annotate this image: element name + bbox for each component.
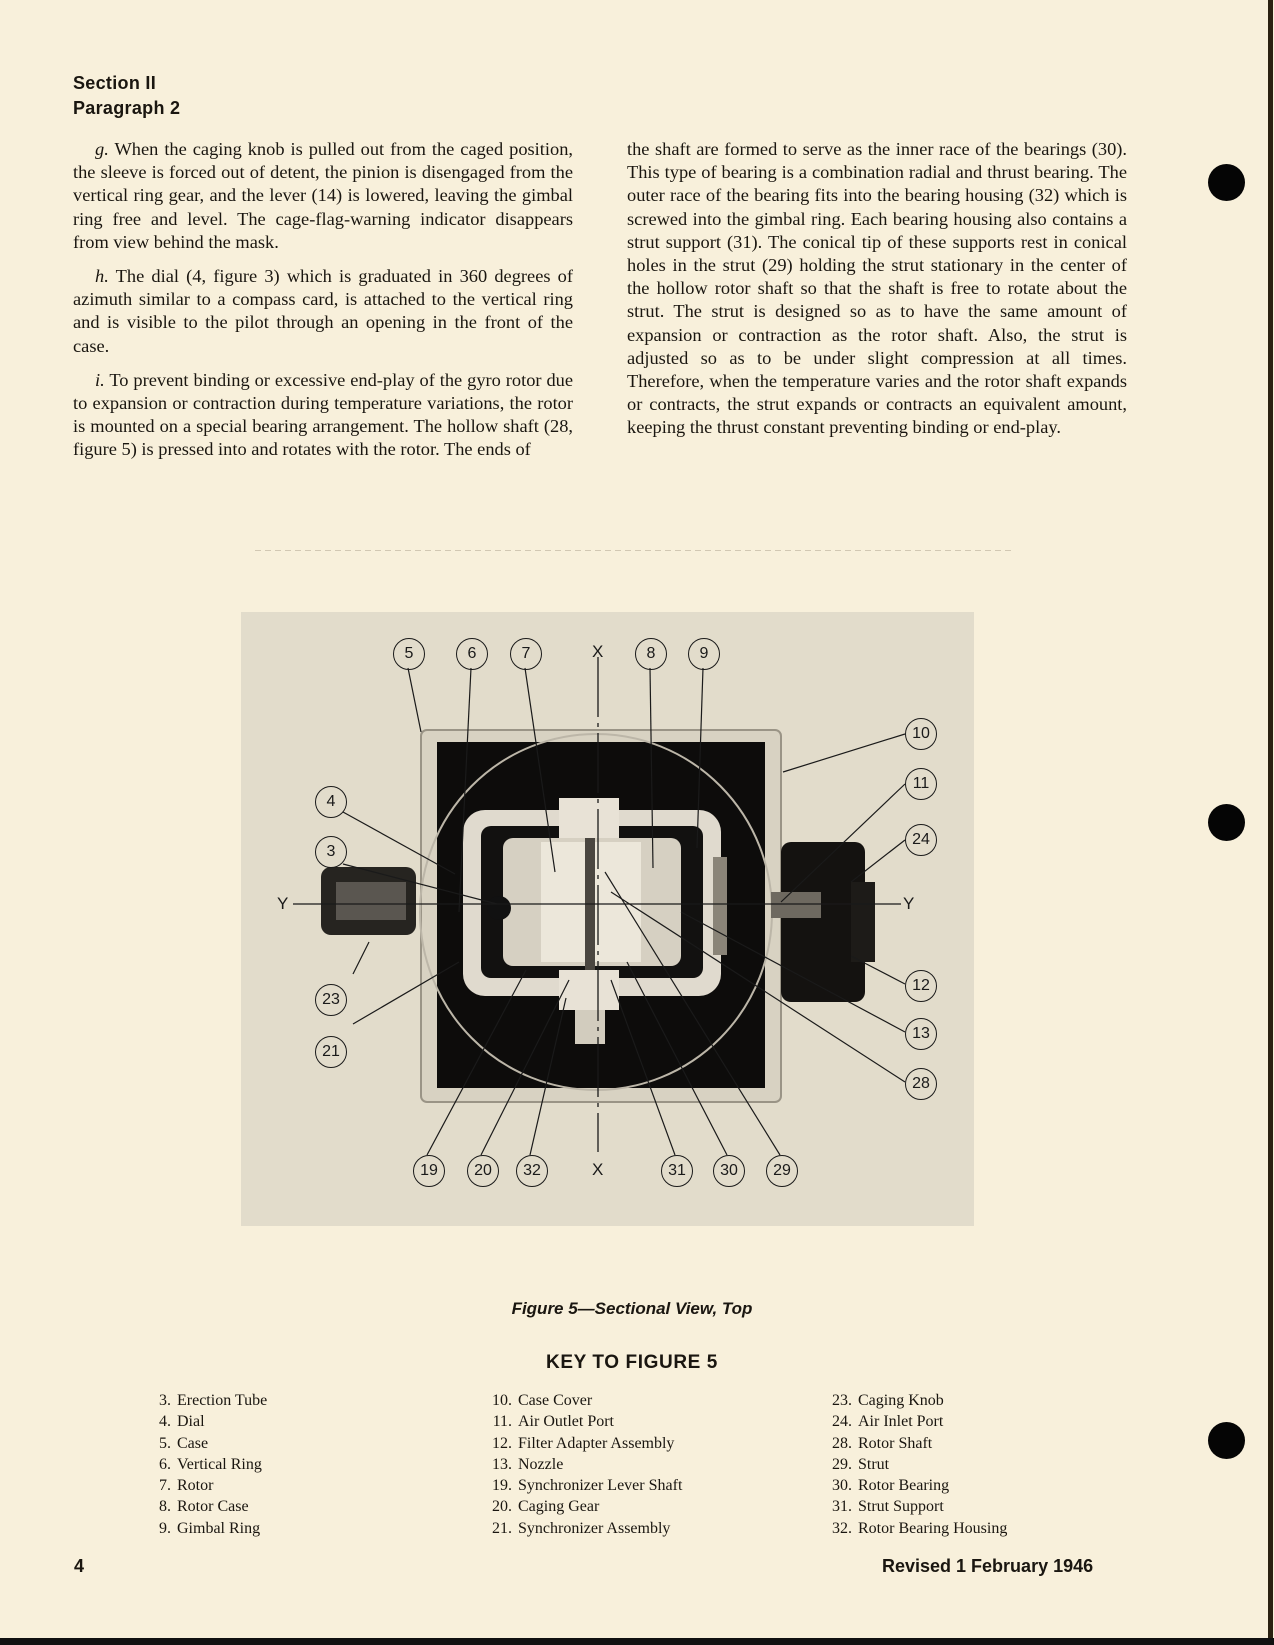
key-item: 11. Air Outlet Port: [492, 1413, 614, 1431]
figure-caption: Figure 5—Sectional View, Top: [511, 1299, 753, 1318]
revision-date: Revised 1 February 1946: [882, 1556, 1094, 1576]
callout-10: 10: [905, 718, 937, 750]
key-item: 20. Caging Gear: [492, 1498, 600, 1516]
key-item: 3. Erection Tube: [159, 1392, 268, 1409]
key-column-1: [142, 1390, 267, 1539]
paragraph-marker: i.: [95, 369, 105, 390]
key-item: 24. Air Inlet Port: [832, 1413, 944, 1431]
binder-hole-middle: [1208, 804, 1245, 841]
page-number: 4: [74, 1556, 85, 1576]
key-item: 29. Strut: [832, 1455, 890, 1473]
key-item: 19. Synchronizer Lever Shaft: [492, 1477, 683, 1495]
callout-31: 31: [661, 1155, 693, 1187]
key-column-2: [483, 1390, 682, 1539]
paragraph-marker: g.: [95, 139, 109, 159]
callout-8: 8: [635, 638, 667, 670]
paragraph-i-continued: the shaft are formed to serve as the inner race of the bearings (30). This type of bearing is a combination radial and thrust bearing. The outer race of the bearing fits into the bearing housing (32) which is screwed into the gimbal ring. Each bearing housing also contains a strut support (31). The conical tip of these supports rest in conical holes in the strut (29) holding the strut stationary in the center of the hollow rotor shaft so that the shaft is free to rotate about the strut. The strut is designed so as to have the same amount of expansion or contraction as the rotor shaft. Also, the strut is adjusted so as to be under slight compression at all times. Therefore, when the temperature varies and the rotor shaft expands or contracts, the strut expands or contracts an equivalent amount, keeping the thrust constant preventing binding or end-play.: [627, 139, 1127, 438]
key-item: 32. Rotor Bearing Housing: [832, 1519, 1008, 1537]
callout-30: 30: [713, 1155, 745, 1187]
callout-7: 7: [510, 638, 542, 670]
paragraph-h: [73, 265, 573, 358]
callout-3: 3: [315, 836, 347, 868]
left-text-column: [73, 138, 573, 473]
paragraph-i: [73, 369, 573, 462]
key-item: 23. Caging Knob: [832, 1392, 944, 1409]
key-title: KEY TO FIGURE 5: [546, 1352, 718, 1373]
key-item: 6. Vertical Ring: [159, 1455, 262, 1473]
key-item: 21. Synchronizer Assembly: [492, 1519, 671, 1537]
key-item: 31. Strut Support: [832, 1498, 944, 1516]
key-item: 8. Rotor Case: [159, 1498, 249, 1516]
axis-y-left: Y: [277, 894, 289, 913]
key-column-3: [823, 1390, 1007, 1539]
key-item: 7. Rotor: [159, 1477, 214, 1495]
binder-hole-top: [1208, 164, 1245, 201]
axis-x-bottom: X: [592, 1160, 604, 1179]
right-text-column: [627, 138, 1127, 451]
callout-9: 9: [688, 638, 720, 670]
axis-y-right: Y: [903, 894, 915, 913]
key-item: 30. Rotor Bearing: [832, 1477, 950, 1495]
section-heading: Section II: [73, 73, 157, 93]
key-item: 9. Gimbal Ring: [159, 1519, 261, 1537]
scan-edge: [0, 1638, 1274, 1645]
callout-21: 21: [315, 1036, 347, 1068]
axis-x-top: X: [592, 642, 604, 661]
callout-28: 28: [905, 1068, 937, 1100]
callout-19: 19: [413, 1155, 445, 1187]
key-item: 5. Case: [159, 1434, 209, 1452]
key-item: 13. Nozzle: [492, 1455, 564, 1473]
callout-11: 11: [905, 768, 937, 800]
callout-6: 6: [456, 638, 488, 670]
paragraph-text: When the caging knob is pulled out from the caged position, the sleeve is forced out of detent, the pinion is disengaged from the vertical ring gear, and the lever (14) is lowered, leaving the gimbal ring free and level. The cage-flag-warning indicator disappears from view behind the mask.: [73, 139, 573, 252]
callout-32: 32: [516, 1155, 548, 1187]
binder-hole-bottom: [1208, 1422, 1245, 1459]
key-item: 10. Case Cover: [492, 1392, 593, 1409]
paragraph-heading: Paragraph 2: [73, 98, 181, 118]
callout-5: 5: [393, 638, 425, 670]
key-item: 12. Filter Adapter Assembly: [492, 1434, 675, 1452]
callout-20: 20: [467, 1155, 499, 1187]
paragraph-marker: h.: [95, 266, 109, 287]
sectional-view-figure: [241, 612, 974, 1226]
callout-12: 12: [905, 970, 937, 1002]
callout-4: 4: [315, 786, 347, 818]
callout-23: 23: [315, 984, 347, 1016]
paragraph-text: The dial (4, figure 3) which is graduated in 360 degrees of azimuth similar to a compass card, is attached to the vertical ring and is visible to the pilot through an opening in the front of the case.: [73, 266, 574, 356]
paragraph-text: To prevent binding or excessive end-play of the gyro rotor due to expansion or contraction during temperature variations, the rotor is mounted on a special bearing arrangement. The hollow shaft (28, figure 5) is pressed into and rotates with the rotor. The ends of: [73, 369, 574, 460]
callout-24: 24: [905, 824, 937, 856]
divider-rule: [255, 550, 1015, 551]
paragraph-g: [73, 138, 573, 254]
key-item: 4. Dial: [159, 1413, 205, 1431]
callout-29: 29: [766, 1155, 798, 1187]
key-item: 28. Rotor Shaft: [832, 1434, 933, 1452]
callout-13: 13: [905, 1018, 937, 1050]
gyro-sectional-drawing: [241, 612, 974, 1226]
